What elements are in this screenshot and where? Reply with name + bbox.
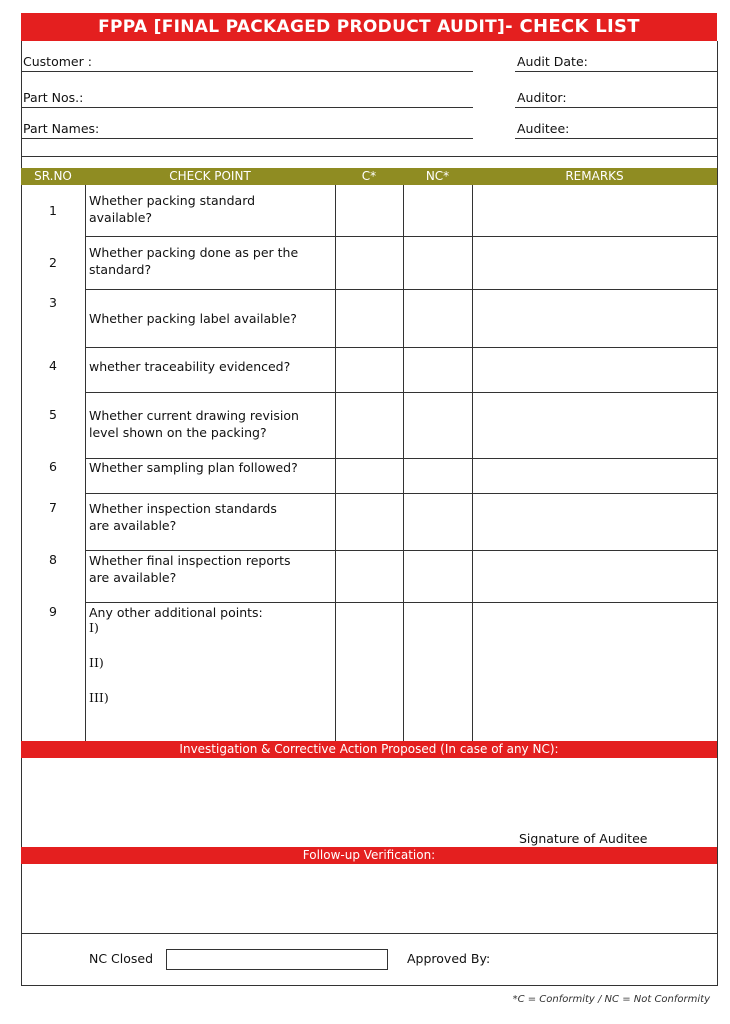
part-names-field[interactable] <box>21 138 473 139</box>
title-prefix: FPPA <box>98 17 148 37</box>
col-c: C* <box>361 169 377 183</box>
check-point-text: Whether current drawing revision level shown on the packing? <box>89 408 299 440</box>
auditee-field[interactable] <box>515 138 717 139</box>
col-sr-no: SR.NO <box>34 169 72 183</box>
check-point-text: Whether final inspection reports are available? <box>89 553 291 585</box>
additional-point-1: I) <box>89 620 99 635</box>
row-separator <box>85 550 717 551</box>
nc-closed-label: NC Closed <box>89 951 154 966</box>
row-number: 1 <box>49 203 57 218</box>
customer-label: Customer : <box>23 54 92 69</box>
grid-line <box>472 185 473 741</box>
followup-area[interactable] <box>21 864 717 933</box>
auditor-label: Auditor: <box>517 90 567 105</box>
table-header <box>21 168 717 185</box>
audit-date-label: Audit Date: <box>517 54 588 69</box>
audit-date-field[interactable] <box>515 71 717 72</box>
check-point-text: whether traceability evidenced? <box>89 359 291 374</box>
check-point-text: Whether inspection standards are available? <box>89 501 277 533</box>
title-suffix: - CHECK LIST <box>505 16 640 37</box>
nc-closed-field[interactable] <box>166 949 388 970</box>
row-number: 7 <box>49 500 57 515</box>
col-check-point: CHECK POINT <box>169 169 251 183</box>
check-point-text: Whether packing label available? <box>89 311 297 326</box>
auditee-label: Auditee: <box>517 121 570 136</box>
row-separator <box>85 602 717 603</box>
check-point-text: Any other additional points: <box>89 605 263 620</box>
row-separator <box>85 392 717 393</box>
check-point-text: Whether packing standard available? <box>89 193 256 225</box>
row-number: 9 <box>49 604 57 619</box>
approved-by-label: Approved By: <box>407 951 491 966</box>
part-nos-field[interactable] <box>21 107 473 108</box>
col-nc: NC* <box>425 169 450 183</box>
check-point-text: Whether sampling plan followed? <box>89 460 298 475</box>
additional-point-3: III) <box>89 690 109 705</box>
row-separator <box>85 236 717 237</box>
row-separator <box>85 347 717 348</box>
followup-divider <box>21 933 717 934</box>
document-title <box>21 13 717 41</box>
row-number: 2 <box>49 255 57 270</box>
row-separator <box>85 493 717 494</box>
footnote: *C = Conformity / NC = Not Conformity <box>512 994 710 1005</box>
signature-of-auditee: Signature of Auditee <box>519 831 648 846</box>
row-number: 3 <box>49 295 57 310</box>
investigation-bar: Investigation & Corrective Action Proposed (In case of any NC): <box>21 741 717 758</box>
grid-line <box>403 185 404 741</box>
part-names-label: Part Names: <box>23 121 100 136</box>
check-point-text: Whether packing done as per the standard? <box>89 245 299 277</box>
row-number: 6 <box>49 459 57 474</box>
row-number: 4 <box>49 358 57 373</box>
customer-field[interactable] <box>21 71 473 72</box>
col-remarks: REMARKS <box>565 169 624 183</box>
grid-line <box>335 185 336 741</box>
additional-point-2: II) <box>89 655 104 670</box>
grid-line <box>85 185 86 741</box>
header-divider <box>21 156 717 157</box>
auditor-field[interactable] <box>515 107 717 108</box>
part-nos-label: Part Nos.: <box>23 90 84 105</box>
row-number: 8 <box>49 552 57 567</box>
row-separator <box>85 289 717 290</box>
followup-bar: Follow-up Verification: <box>21 847 717 864</box>
row-number: 5 <box>49 407 57 422</box>
title-middle: [FINAL PACKAGED PRODUCT AUDIT] <box>153 17 506 37</box>
